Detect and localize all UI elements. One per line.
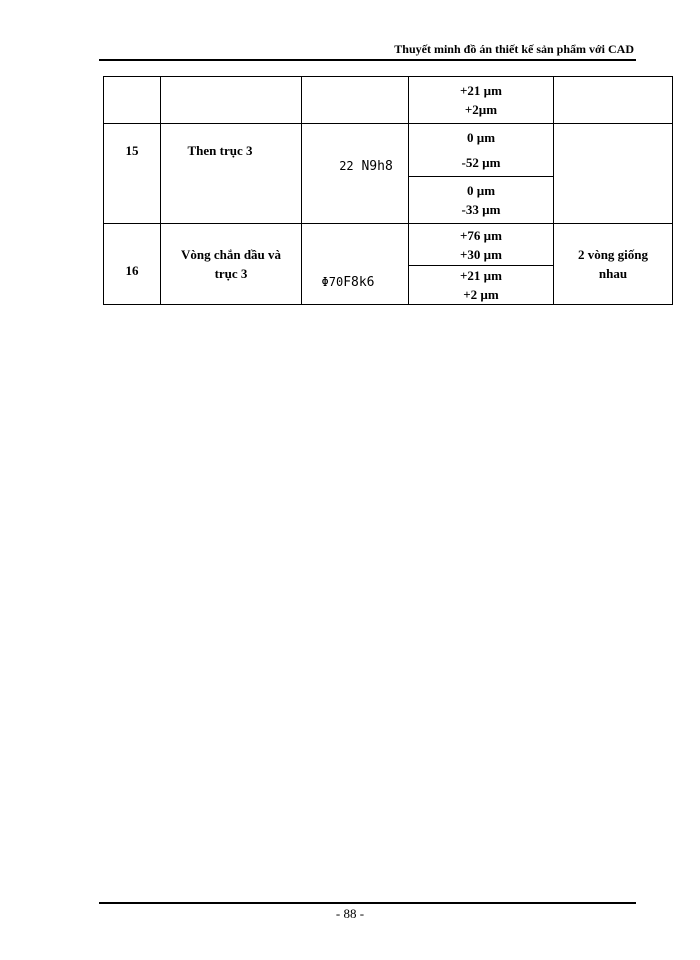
table-row-continuation: [104, 77, 673, 124]
tolerance-upper: 0 µm: [466, 183, 496, 198]
cell-note: [554, 224, 673, 305]
cell-tolerance: [409, 77, 554, 124]
fit-size: Φ70: [321, 275, 344, 289]
cell-tolerance-shaft: [409, 177, 554, 224]
cell-note: [554, 77, 673, 124]
tolerance-upper: +21 µm: [460, 83, 502, 98]
note-line-1: 2 vòng giống: [577, 247, 649, 262]
page-number: - 88 -: [335, 906, 365, 921]
note-line-2: nhau: [598, 266, 628, 281]
header-divider: [99, 59, 636, 61]
tolerance-lower: +30 µm: [460, 246, 502, 262]
table-row-15: [104, 124, 673, 177]
tolerance-lower: +2µm: [464, 102, 498, 117]
fit-designation: [302, 224, 409, 305]
tolerance-upper: +21 µm: [460, 268, 502, 283]
row-number: 15: [104, 124, 161, 224]
tolerance-upper: +76 µm: [460, 227, 502, 243]
table-row-16: [104, 224, 673, 266]
fit-code: F8k6: [343, 275, 375, 290]
fit-code: N9h8: [361, 159, 393, 174]
part-name-line-2: trục 3: [214, 266, 248, 281]
cell-tolerance-shaft: [409, 266, 554, 305]
tolerance-table: [103, 76, 673, 305]
cell-name: [161, 77, 302, 124]
cell-number: [104, 77, 161, 124]
fit-designation: [302, 124, 409, 224]
tolerance-lower: +2 µm: [463, 287, 499, 302]
row-number: 16: [104, 224, 161, 305]
fit-size: 22: [339, 159, 354, 173]
part-name: Then trục 3: [161, 124, 302, 224]
tolerance-upper: 0 µm: [466, 130, 496, 145]
cell-note: [554, 124, 673, 224]
part-name: [161, 224, 302, 305]
cell-fit: [302, 77, 409, 124]
cell-tolerance-hole: [409, 224, 554, 266]
document-header-title: Thuyết minh đồ án thiết kế sản phẩm với CAD: [394, 42, 634, 56]
tolerance-lower: -52 µm: [461, 155, 501, 170]
footer-divider: [99, 902, 636, 904]
cell-tolerance-hole: [409, 124, 554, 177]
part-name-line-1: Vòng chắn dầu và: [180, 247, 282, 262]
tolerance-lower: -33 µm: [461, 202, 501, 217]
